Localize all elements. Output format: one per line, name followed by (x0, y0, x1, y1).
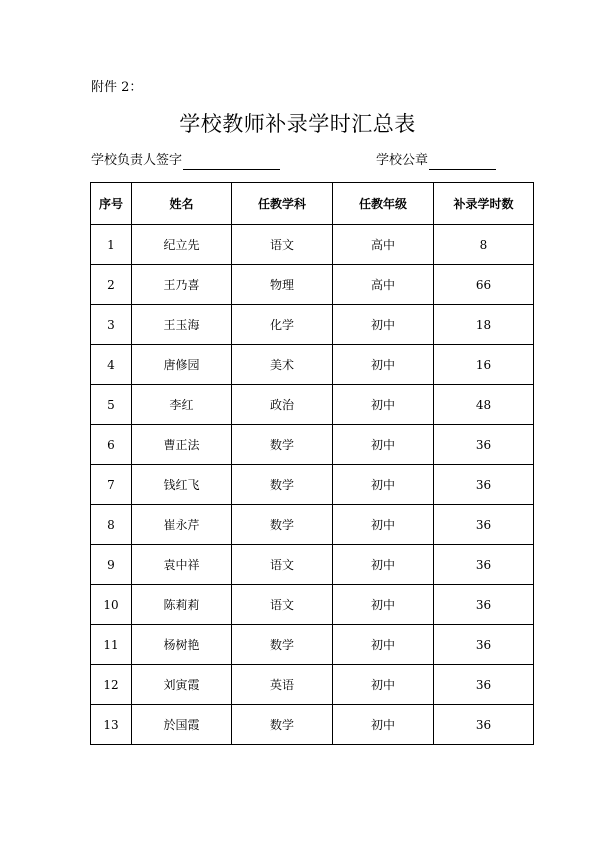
cell-hours: 36 (434, 545, 534, 585)
table-row (91, 225, 534, 265)
cell-hours: 8 (434, 225, 534, 265)
cell-hours: 18 (434, 305, 534, 345)
cell-index: 13 (91, 705, 132, 745)
cell-hours: 66 (434, 265, 534, 305)
cell-grade: 高中 (333, 225, 434, 265)
principal-signature-line (91, 152, 280, 170)
cell-hours: 36 (434, 425, 534, 465)
cell-grade: 初中 (333, 585, 434, 625)
cell-hours: 36 (434, 465, 534, 505)
cell-hours: 36 (434, 665, 534, 705)
cell-hours: 48 (434, 385, 534, 425)
cell-grade: 高中 (333, 265, 434, 305)
table-body (91, 225, 534, 745)
cell-index: 12 (91, 665, 132, 705)
cell-grade: 初中 (333, 705, 434, 745)
header-grade: 任教年级 (333, 183, 434, 225)
cell-index: 10 (91, 585, 132, 625)
cell-subject: 数学 (232, 625, 333, 665)
attachment-label: 附件 2： (91, 80, 143, 95)
cell-name: 曹正法 (132, 425, 232, 465)
page-title: 学校教师补录学时汇总表 (179, 112, 416, 136)
cell-index: 4 (91, 345, 132, 385)
cell-name: 王乃喜 (132, 265, 232, 305)
cell-grade: 初中 (333, 345, 434, 385)
school-seal-label: 学校公章 (376, 153, 429, 168)
principal-signature-label: 学校负责人签字 (91, 153, 183, 168)
cell-name: 陈莉莉 (132, 585, 232, 625)
table-row (91, 505, 534, 545)
cell-subject: 数学 (232, 505, 333, 545)
cell-subject: 语文 (232, 585, 333, 625)
cell-subject: 物理 (232, 265, 333, 305)
cell-name: 於国霞 (132, 705, 232, 745)
cell-name: 袁中祥 (132, 545, 232, 585)
table-row (91, 465, 534, 505)
cell-index: 7 (91, 465, 132, 505)
cell-hours: 16 (434, 345, 534, 385)
cell-subject: 政治 (232, 385, 333, 425)
cell-index: 6 (91, 425, 132, 465)
cell-grade: 初中 (333, 385, 434, 425)
cell-name: 钱红飞 (132, 465, 232, 505)
cell-name: 李红 (132, 385, 232, 425)
table-row (91, 705, 534, 745)
header-name: 姓名 (132, 183, 232, 225)
cell-hours: 36 (434, 625, 534, 665)
cell-index: 5 (91, 385, 132, 425)
cell-index: 1 (91, 225, 132, 265)
table-row (91, 425, 534, 465)
table-row (91, 665, 534, 705)
table-row (91, 305, 534, 345)
cell-subject: 美术 (232, 345, 333, 385)
header-subject: 任教学科 (232, 183, 333, 225)
cell-index: 9 (91, 545, 132, 585)
cell-hours: 36 (434, 585, 534, 625)
cell-hours: 36 (434, 705, 534, 745)
cell-subject: 化学 (232, 305, 333, 345)
cell-name: 纪立先 (132, 225, 232, 265)
table-row (91, 545, 534, 585)
table-row (91, 345, 534, 385)
table-row (91, 265, 534, 305)
table-header-row (91, 183, 534, 225)
school-seal-blank (429, 155, 496, 170)
table-row (91, 585, 534, 625)
header-index: 序号 (91, 183, 132, 225)
cell-subject: 语文 (232, 225, 333, 265)
table-row (91, 625, 534, 665)
header-hours: 补录学时数 (434, 183, 534, 225)
cell-index: 8 (91, 505, 132, 545)
cell-index: 11 (91, 625, 132, 665)
cell-subject: 数学 (232, 425, 333, 465)
cell-grade: 初中 (333, 465, 434, 505)
cell-subject: 英语 (232, 665, 333, 705)
cell-name: 崔永芹 (132, 505, 232, 545)
cell-grade: 初中 (333, 505, 434, 545)
cell-index: 3 (91, 305, 132, 345)
cell-subject: 数学 (232, 465, 333, 505)
cell-hours: 36 (434, 505, 534, 545)
cell-name: 唐修园 (132, 345, 232, 385)
cell-name: 杨树艳 (132, 625, 232, 665)
cell-subject: 数学 (232, 705, 333, 745)
cell-index: 2 (91, 265, 132, 305)
cell-grade: 初中 (333, 545, 434, 585)
principal-signature-blank (183, 155, 280, 170)
cell-grade: 初中 (333, 625, 434, 665)
cell-name: 王玉海 (132, 305, 232, 345)
cell-grade: 初中 (333, 305, 434, 345)
cell-subject: 语文 (232, 545, 333, 585)
teacher-hours-table (90, 182, 534, 745)
cell-name: 刘寅霞 (132, 665, 232, 705)
table-row (91, 385, 534, 425)
school-seal-line (376, 152, 496, 170)
cell-grade: 初中 (333, 665, 434, 705)
cell-grade: 初中 (333, 425, 434, 465)
